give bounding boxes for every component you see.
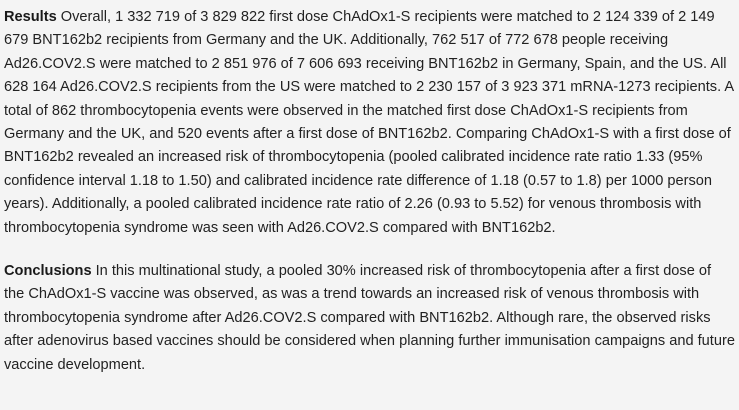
conclusions-label: Conclusions — [4, 263, 92, 280]
conclusions-paragraph — [4, 260, 735, 377]
results-paragraph — [4, 6, 735, 240]
results-label: Results — [4, 9, 57, 25]
conclusions-text: In this multinational study, a pooled 30% increased risk of thrombocytopenia after a first dose of the ChAdOx1-S vaccine was observed, as was a trend towards an increased risk of venous thrombosis with thrombocytopenia syndrome after Ad26.COV2.S compared with BNT162b2. Although rare, the observed risks after adenovirus based vaccines should be considered when planning further immunisation campaigns and future vaccine development. — [4, 263, 735, 373]
results-text: Overall, 1 332 719 of 3 829 822 first dose ChAdOx1-S recipients were matched to 2 124 339 of 2 149 679 BNT162b2 recipients from Germany and the UK. Additionally, 762 517 of 772 678 people receiving Ad26.COV2.S were matched to 2 851 976 of 7 606 693 receiving BNT162b2 in Germany, Spain, and the US. All 628 164 Ad26.COV2.S recipients from the US were matched to 2 230 157 of 3 923 371 mRNA-1273 recipients. A total of 862 thrombocytopenia events were observed in the matched first dose ChAdOx1-S recipients from Germany and the UK, and 520 events after a first dose of BNT162b2. Comparing ChAdOx1-S with a first dose of BNT162b2 revealed an increased risk of thrombocytopenia (pooled calibrated incidence rate ratio 1.33 (95% confidence interval 1.18 to 1.50) and calibrated incidence rate difference of 1.18 (0.57 to 1.8) per 1000 person years). Additionally, a pooled calibrated incidence rate ratio of 2.26 (0.93 to 5.52) for venous thrombosis with thrombocytopenia syndrome was seen with Ad26.COV2.S compared with BNT162b2. — [4, 9, 734, 236]
